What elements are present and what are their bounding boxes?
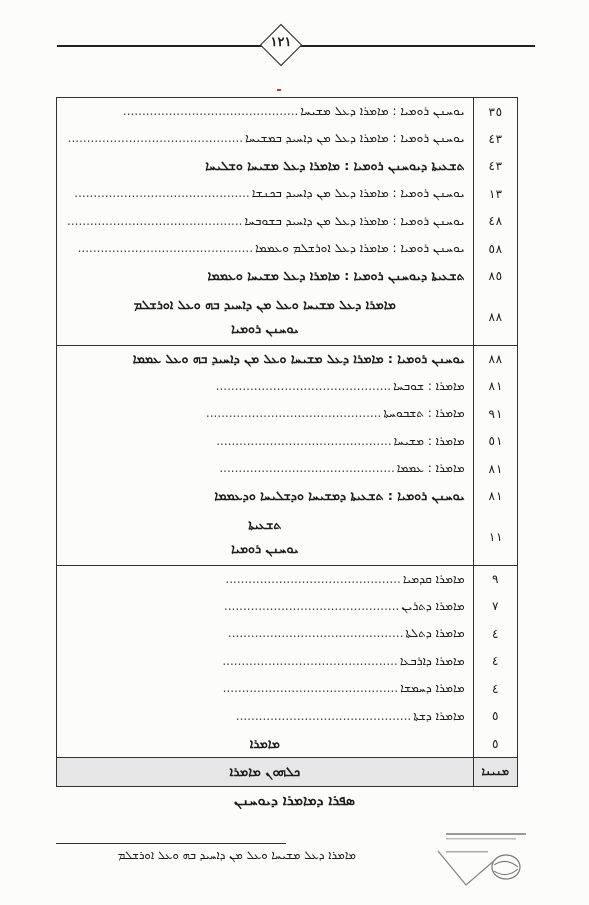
page-ref (473, 345, 517, 373)
page-ref (473, 483, 517, 511)
page-ref-value: ٨١ (488, 461, 503, 476)
page-ref (473, 648, 517, 676)
entry-line (65, 131, 465, 146)
page-ref-value: ٤٨ (488, 214, 503, 229)
entry-text: ܡܐܡܪܐ ܕܫܬܐ (413, 708, 465, 723)
entry-line (65, 297, 465, 313)
leader-dots: .............................................. (235, 708, 412, 723)
entry-text: ܡܐܡܪܐ : ܫܘܒܚܐ (393, 378, 465, 393)
entry-line (65, 186, 465, 201)
index-row (57, 400, 518, 428)
entry-line (65, 351, 465, 367)
entry-line (65, 709, 465, 724)
index-row (57, 593, 518, 621)
index-row (57, 455, 518, 483)
entry-text-2: ܝܘܚܢܢ ܪܘܡܝܐ (231, 541, 299, 557)
entry-line (65, 158, 465, 174)
leader-dots: .............................................. (225, 571, 401, 586)
entry-text: ܡܐܡܪܐ ܕܚܡܫܐ (400, 681, 465, 696)
page-ref (473, 565, 517, 593)
page-ref (473, 400, 517, 428)
entry-text-2: ܝܘܚܢܢ ܪܘܡܝܐ (231, 321, 299, 337)
entry-title (57, 263, 474, 291)
leader-dots: .............................................. (216, 433, 392, 448)
page-ref (473, 180, 517, 208)
section-footer-title: ܣܦܪܐ ܕܡܐܡܪܐ ܕܝܘܚܢܢ (234, 793, 355, 809)
page-ref (473, 510, 517, 565)
entry-line (65, 379, 465, 394)
page-ref-value: ٨١ (488, 379, 503, 394)
entry-text: ܡܐܡܪܐ : ܡܫܝܚܐ (393, 433, 465, 448)
entry-line (65, 434, 465, 449)
index-table (56, 97, 518, 787)
index-row (57, 428, 518, 456)
page-ref-value: ٤ (491, 626, 499, 641)
entry-text: ܡܐܡܪܐ (249, 735, 280, 751)
entry-line (65, 517, 465, 533)
entry-line-2 (65, 321, 465, 337)
entry-title (57, 208, 474, 236)
page-ref (473, 703, 517, 731)
entry-line (65, 104, 465, 119)
index-row (57, 620, 518, 648)
decorative-mark (277, 89, 281, 91)
index-row (57, 125, 518, 153)
leader-dots: .............................................. (215, 378, 392, 393)
entry-text: ܝܘܚܢܢ ܪܘܡܝܐ : ܬܫܥܝܬܐ ܕܡܫܝܚܐ ܘܕܫܠܝܚܐ ܘܕܥܡܡܐ (214, 488, 465, 504)
index-row (57, 648, 518, 676)
footnote-rule (56, 843, 286, 844)
entry-title (57, 373, 474, 401)
index-row (57, 153, 518, 181)
entry-title (57, 98, 474, 126)
entry-text: ܬܫܥܝܬܐ ܕܝܘܚܢܢ ܪܘܡܝܐ : ܡܐܡܪܐ ܕܥܠ ܡܫܝܚܐ ܘܥܡܡܐ (207, 268, 465, 284)
entry-title (57, 730, 474, 758)
index-row (57, 565, 518, 593)
entry-line (65, 406, 465, 421)
entry-line (65, 214, 465, 229)
entry-title (57, 180, 474, 208)
entry-line (65, 461, 465, 476)
page-ref-value: ٤ (491, 654, 499, 669)
page-ref-value: ٤٣ (488, 159, 503, 174)
page-ref (473, 373, 517, 401)
page-ref (473, 730, 517, 758)
page-ref (473, 208, 517, 236)
page-ref-value: ٤ (491, 681, 499, 696)
entry-text: ܡܐܡܪܐ : ܥܡܡܐ (396, 461, 465, 476)
leader-dots: .............................................. (74, 186, 250, 201)
entry-text: ܝܘܚܢܢ ܪܘܡܝܐ : ܡܐܡܪܐ ܕܥܠ ܡܫܝܚܐ ܘܥܠ ܡܢ ܕܐܚܝܕ ܒܗ ܘܥܠ ܥܡܡܐ (132, 351, 465, 366)
total-title: ܟܠܗܘܢ ܡܐܡܪܐ (229, 764, 301, 780)
leader-dots: .............................................. (222, 653, 398, 668)
entry-title (57, 620, 474, 648)
entry-title (57, 455, 474, 483)
leader-dots: .............................................. (222, 681, 399, 696)
entry-title (57, 428, 474, 456)
page-ref (473, 98, 517, 126)
entry-line (65, 654, 465, 669)
leader-dots: .............................................. (205, 406, 382, 421)
page-ref-value: ٥ (491, 736, 499, 751)
total-label-cell (473, 758, 517, 787)
entry-text: ܬܫܥܝܬܐ ܕܝܘܚܢܢ ܪܘܡܝܐ : ܡܐܡܪܐ ܕܥܠ ܡܫܝܚܐ ܘܫܠܝܚܐ (205, 158, 465, 174)
page-ref-value: ٨٨ (488, 352, 503, 366)
entry-text: ܬܫܥܝܬܐ (248, 517, 282, 533)
leader-dots: .............................................. (122, 104, 299, 118)
entry-line (65, 268, 465, 284)
leader-dots: .............................................. (77, 241, 254, 256)
page-ref-value: ٥ (491, 709, 499, 724)
page-ref-value: ٨٨ (488, 310, 503, 325)
entry-text: ܝܘܚܢܢ ܪܘܡܝܐ : ܡܐܡܪܐ ܕܥܠ ܡܫܝܚܐ (300, 104, 465, 118)
entry-text: ܡܐܡܪܐ ܩܕܡܝܐ (402, 571, 465, 586)
entry-line (65, 681, 465, 696)
entry-line (65, 572, 465, 587)
page-ref (473, 620, 517, 648)
entry-title (57, 675, 474, 703)
publisher-globe-logo-icon (436, 829, 532, 889)
entry-title (57, 648, 474, 676)
page-ref-value: ٣٥ (488, 104, 503, 119)
entry-line (65, 626, 465, 641)
page-ref-value: ٥١ (488, 434, 503, 449)
entry-text: ܡܐܡܪܐ : ܬܫܒܘܚܬܐ (383, 406, 465, 421)
entry-title (57, 125, 474, 153)
entry-title (57, 345, 474, 373)
entry-text: ܝܘܚܢܢ ܪܘܡܝܐ : ܡܐܡܪܐ ܕܥܠ ܐܘܪܫܠܡ ܘܥܡܡܐ (255, 241, 465, 256)
total-label: ܡܢܝܢܐ (481, 765, 509, 778)
page-ref-value: ٨١ (488, 489, 503, 504)
index-row (57, 235, 518, 263)
index-row (57, 345, 518, 373)
index-row (57, 208, 518, 236)
leader-dots: .............................................. (219, 461, 395, 476)
page-ref (473, 235, 517, 263)
leader-dots: .............................................. (67, 131, 244, 146)
page-ref-value: ١١ (488, 530, 503, 545)
page-number: ١٢١ (270, 35, 292, 50)
leader-dots: .............................................. (227, 626, 404, 641)
index-row (57, 703, 518, 731)
page-ref-value: ٤٣ (488, 131, 503, 146)
index-row (57, 263, 518, 291)
entry-line (65, 241, 465, 256)
index-row (57, 483, 518, 511)
footnote-text: ܡܐܡܪܐ ܕܥܠ ܡܫܝܚܐ ܘܥܠ ܡܢ ܕܐܚܝܕ ܒܗ ܘܥܠ ܐܘܪܫܠܡ (117, 848, 356, 862)
entry-title (57, 400, 474, 428)
page-ref (473, 675, 517, 703)
index-row (57, 373, 518, 401)
entry-title (57, 593, 474, 621)
page-ref-value: ٧ (491, 599, 499, 614)
total-row (57, 758, 518, 787)
entry-title (57, 703, 474, 731)
page-ref-value: ٨٥ (488, 269, 503, 284)
entry-line (65, 599, 465, 614)
page-ref (473, 263, 517, 291)
page-ref (473, 593, 517, 621)
entry-title (57, 290, 474, 345)
leader-dots: .............................................. (223, 598, 400, 613)
entry-title (57, 153, 474, 181)
page-ref (473, 428, 517, 456)
total-title-cell (57, 758, 474, 787)
entry-title (57, 483, 474, 511)
index-row (57, 675, 518, 703)
entry-text: ܡܐܡܪܐ ܕܐܪܒܥܐ (399, 653, 465, 668)
index-row (57, 510, 518, 565)
page-ref-value: ١٣ (488, 186, 503, 201)
index-row (57, 180, 518, 208)
page-ref (473, 290, 517, 345)
entry-title (57, 235, 474, 263)
index-row (57, 290, 518, 345)
page-ref (473, 125, 517, 153)
entry-text: ܝܘܚܢܢ ܪܘܡܝܐ : ܡܐܡܪܐ ܕܥܠ ܡܢ ܕܐܚܝܕ ܒܟܢܫܐ (251, 186, 465, 201)
entry-line (65, 736, 465, 752)
index-row (57, 730, 518, 758)
index-row (57, 98, 518, 126)
entry-text: ܡܐܡܪܐ ܕܬܪܝܢ (401, 598, 465, 613)
entry-text: ܡܐܡܪܐ ܕܥܠ ܡܫܝܚܐ ܘܥܠ ܡܢ ܕܐܚܝܕ ܒܗ ܘܥܠ ܐܘܪܫܠܡ (133, 297, 396, 313)
page-ref (473, 153, 517, 181)
page-ref-value: ٩ (491, 572, 499, 586)
entry-line-2 (65, 541, 465, 557)
entry-text: ܝܘܚܢܢ ܪܘܡܝܐ : ܡܐܡܪܐ ܕܥܠ ܡܢ ܕܐܚܝܕ ܒܫܘܒܚܐ (244, 213, 465, 228)
entry-title (57, 510, 474, 565)
entry-title (57, 565, 474, 593)
page-ref (473, 455, 517, 483)
page-ref-value: ٥٨ (488, 241, 503, 256)
page-ref-value: ٩١ (488, 406, 503, 421)
entry-text: ܝܘܚܢܢ ܪܘܡܝܐ : ܡܐܡܪܐ ܕܥܠ ܡܢ ܕܐܚܝܕ ܒܡܫܝܚܐ (245, 131, 465, 146)
entry-text: ܡܐܡܪܐ ܕܬܠܬܐ (405, 626, 465, 641)
leader-dots: .............................................. (67, 213, 243, 228)
entry-line (65, 488, 465, 504)
